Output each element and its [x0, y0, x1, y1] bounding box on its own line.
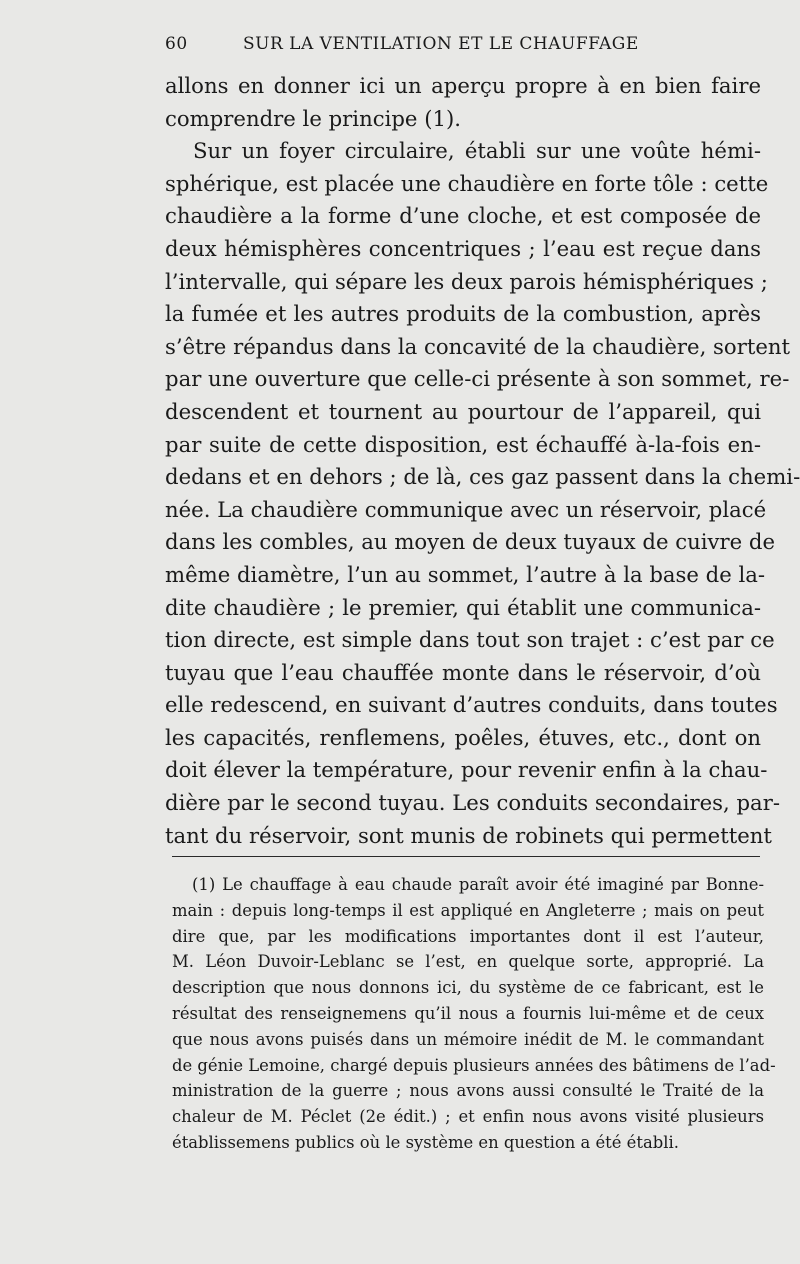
text-line: sphérique, est placée une chaudière en forte tôle : cette [165, 170, 769, 196]
text-line: l’intervalle, qui sépare les deux parois hémisphériques ; [165, 268, 768, 294]
text-line: allons en donner ici un aperçu propre à en bien faire [165, 73, 761, 98]
footnote [172, 872, 776, 1156]
footnote-line: établissemens publics où le système en question a été établi. [172, 1132, 679, 1152]
text-line: descendent et tournent au pourtour de l’appareil, qui [165, 398, 761, 424]
text-line: la fumée et les autres produits de la combustion, après [165, 301, 761, 327]
text-line: elle redescend, en suivant d’autres conduits, dans toutes [165, 692, 778, 718]
page-number: 60 [165, 34, 188, 54]
text-line: née. La chaudière communique avec un réservoir, placé [165, 496, 767, 522]
footnote-line: de génie Lemoine, chargé depuis plusieurs années des bâtimens de l’ad- [172, 1055, 776, 1075]
text-line: dans les combles, au moyen de deux tuyaux de cuivre de [165, 529, 776, 555]
footnote-line: ministration de la guerre ; nous avons aussi consulté le Traité de la [172, 1081, 764, 1101]
footnote-line: que nous avons puisés dans un mémoire inédit de M. le commandant [172, 1029, 764, 1049]
text-line: tant du réservoir, sont munis de robinets qui permettent [165, 822, 772, 848]
text-line: Sur un foyer circulaire, établi sur une voûte hémi- [193, 138, 761, 164]
footnote-line: M. Léon Duvoir-Leblanc se l’est, en quelque sorte, approprié. La [172, 952, 764, 972]
text-line: tuyau que l’eau chauffée monte dans le réservoir, d’où [165, 659, 761, 685]
text-line: les capacités, renflemens, poêles, étuves, etc., dont on [165, 724, 761, 750]
text-line: dedans et en dehors ; de là, ces gaz passent dans la chemi- [165, 464, 800, 490]
footnote-divider [172, 856, 760, 857]
text-line: chaudière a la forme d’une cloche, et est composée de [165, 203, 761, 229]
footnote-line: (1) Le chauffage à eau chaude paraît avoir été imaginé par Bonne- [192, 875, 764, 894]
text-line: dière par le second tuyau. Les conduits secondaires, par- [165, 790, 780, 816]
text-line: par une ouverture que celle-ci présente à son sommet, re- [165, 366, 790, 392]
text-line: comprendre le principe (1). [165, 105, 461, 131]
running-head: SUR LA VENTILATION ET LE CHAUFFAGE [243, 34, 639, 54]
footnote-line: dire que, par les modifications importantes dont il est l’auteur, [172, 926, 764, 946]
text-line: même diamètre, l’un au sommet, l’autre à la base de la- [165, 561, 766, 587]
body-text [165, 70, 800, 852]
text-line: tion directe, est simple dans tout son trajet : c’est par ce [165, 627, 775, 653]
text-line: dite chaudière ; le premier, qui établit une communica- [165, 594, 761, 620]
footnote-line: chaleur de M. Péclet (2e édit.) ; et enfin nous avons visité plusieurs [172, 1107, 764, 1127]
text-line: s’être répandus dans la concavité de la chaudière, sortent [165, 333, 791, 359]
footnote-line: main : depuis long-temps il est appliqué en Angleterre ; mais on peut [172, 900, 764, 920]
footnote-line: résultat des renseignemens qu’il nous a fournis lui-même et de ceux [172, 1003, 764, 1023]
text-line: doit élever la température, pour revenir enfin à la chau- [165, 757, 768, 783]
footnote-line: description que nous donnons ici, du système de ce fabricant, est le [172, 978, 764, 998]
text-line: par suite de cette disposition, est échauffé à-la-fois en- [165, 431, 761, 457]
text-line: deux hémisphères concentriques ; l’eau est reçue dans [165, 235, 761, 261]
